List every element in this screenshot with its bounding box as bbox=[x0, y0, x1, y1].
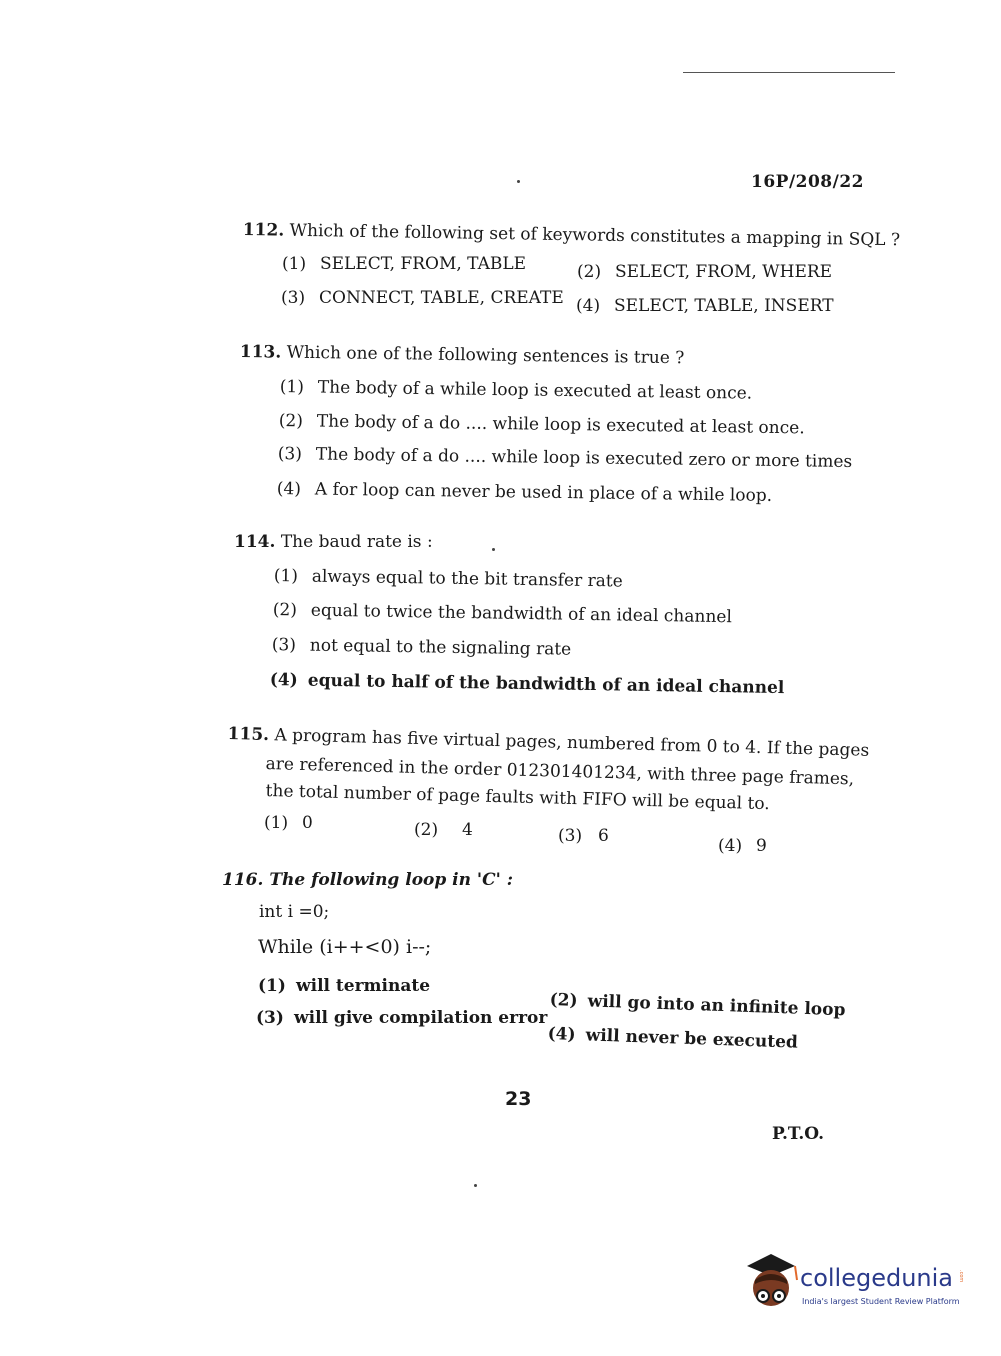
header-rule bbox=[683, 72, 895, 73]
option-number: (1) bbox=[279, 377, 305, 398]
q112-option-3 bbox=[281, 288, 564, 308]
option-number: (2) bbox=[272, 600, 298, 621]
option-number: (3) bbox=[277, 444, 303, 465]
option-text: equal to twice the bandwidth of an ideal channel bbox=[310, 600, 733, 628]
speck bbox=[517, 180, 520, 183]
option-text: will terminate bbox=[296, 976, 431, 996]
question-number: 114. bbox=[234, 532, 276, 552]
speck bbox=[474, 1184, 477, 1187]
option-text: not equal to the signaling rate bbox=[309, 635, 572, 660]
option-text: will never be executed bbox=[585, 1025, 799, 1053]
option-number: (4) bbox=[718, 836, 743, 856]
page-number: 23 bbox=[505, 1088, 532, 1110]
q116-option-4 bbox=[547, 1024, 798, 1053]
q113-option-4 bbox=[277, 479, 772, 506]
q116-option-1 bbox=[258, 976, 430, 996]
question-text: The baud rate is : bbox=[280, 532, 433, 552]
question-116 bbox=[222, 868, 513, 893]
option-text: 4 bbox=[462, 820, 473, 840]
option-number: (2) bbox=[577, 262, 602, 282]
code-line-2: While (i++<0) i--; bbox=[258, 936, 432, 958]
option-number: (3) bbox=[558, 826, 583, 846]
option-text: 6 bbox=[598, 826, 609, 846]
option-text: will give compilation error bbox=[294, 1008, 548, 1028]
option-number: (4) bbox=[547, 1024, 576, 1045]
option-number: (2) bbox=[278, 411, 304, 432]
q115-option-1 bbox=[264, 813, 313, 833]
question-number: 116. bbox=[222, 870, 264, 890]
question-text: The following loop in 'C' : bbox=[269, 870, 514, 890]
q115-option-2 bbox=[414, 820, 473, 840]
q114-option-1 bbox=[274, 566, 623, 591]
option-text: A for loop can never be used in place of a while loop. bbox=[314, 479, 773, 506]
q112-option-4 bbox=[576, 296, 834, 316]
logo-tagline: India's largest Student Review Platform bbox=[802, 1297, 960, 1306]
option-text: The body of a do .... while loop is executed zero or more times bbox=[315, 444, 853, 473]
q116-option-3 bbox=[256, 1008, 547, 1028]
q115-option-3 bbox=[558, 826, 609, 846]
option-number: (1) bbox=[258, 976, 286, 996]
pto-label: P.T.O. bbox=[772, 1124, 824, 1144]
question-text: Which of the following set of keywords constitutes a mapping in SQL ? bbox=[289, 220, 901, 251]
paper-code: 16P/208/22 bbox=[751, 172, 865, 192]
option-number: (4) bbox=[276, 479, 302, 500]
option-text: SELECT, FROM, WHERE bbox=[615, 262, 833, 282]
option-text: SELECT, TABLE, INSERT bbox=[614, 296, 834, 316]
q113-option-3 bbox=[278, 444, 853, 472]
option-text: The body of a while loop is executed at least once. bbox=[317, 377, 753, 404]
question-text-line-1: A program has five virtual pages, numbered from 0 to 4. If the pages bbox=[274, 725, 870, 761]
q113-option-1 bbox=[280, 377, 753, 404]
option-text: always equal to the bit transfer rate bbox=[311, 566, 623, 592]
option-number: (4) bbox=[269, 670, 298, 691]
code-line-1: int i =0; bbox=[259, 902, 330, 922]
option-number: (2) bbox=[549, 990, 578, 1011]
question-113 bbox=[240, 340, 685, 371]
question-115-line-3: the total number of page faults with FIFO will be equal to. bbox=[265, 780, 770, 815]
q115-option-4 bbox=[718, 836, 767, 856]
question-number: 115. bbox=[227, 723, 270, 746]
question-number: 113. bbox=[239, 341, 282, 363]
q116-option-2 bbox=[549, 990, 845, 1020]
option-text: equal to half of the bandwidth of an ideal channel bbox=[307, 670, 785, 699]
speck bbox=[492, 548, 495, 551]
mascot-icon bbox=[745, 1250, 801, 1312]
question-115-line-2: are referenced in the order 012301401234, with three page frames, bbox=[265, 753, 855, 790]
option-text: CONNECT, TABLE, CREATE bbox=[319, 288, 564, 308]
q114-option-2 bbox=[273, 600, 732, 627]
question-114 bbox=[234, 530, 433, 555]
option-number: (1) bbox=[264, 813, 289, 833]
question-112 bbox=[243, 218, 901, 253]
option-text: 9 bbox=[756, 836, 767, 856]
option-number: (4) bbox=[576, 296, 601, 316]
collegedunia-logo bbox=[745, 1250, 975, 1320]
question-number: 112. bbox=[242, 219, 285, 241]
q112-option-1 bbox=[282, 254, 526, 274]
option-number: (2) bbox=[414, 820, 439, 840]
option-number: (1) bbox=[273, 566, 299, 587]
q113-option-2 bbox=[279, 411, 805, 438]
logo-suffix: .com bbox=[958, 1270, 964, 1283]
q112-option-2 bbox=[577, 262, 832, 282]
option-text: The body of a do .... while loop is executed at least once. bbox=[316, 411, 805, 439]
q114-option-3 bbox=[272, 635, 572, 660]
option-number: (3) bbox=[281, 288, 306, 308]
q114-option-4 bbox=[270, 670, 785, 698]
logo-wordmark: collegedunia bbox=[800, 1264, 954, 1292]
question-text: Which one of the following sentences is true ? bbox=[286, 342, 685, 369]
option-number: (3) bbox=[256, 1008, 284, 1028]
option-text: will go into an infinite loop bbox=[587, 991, 846, 1021]
option-number: (3) bbox=[271, 635, 297, 656]
option-number: (1) bbox=[282, 254, 307, 274]
option-text: 0 bbox=[302, 813, 313, 833]
option-text: SELECT, FROM, TABLE bbox=[320, 254, 527, 274]
